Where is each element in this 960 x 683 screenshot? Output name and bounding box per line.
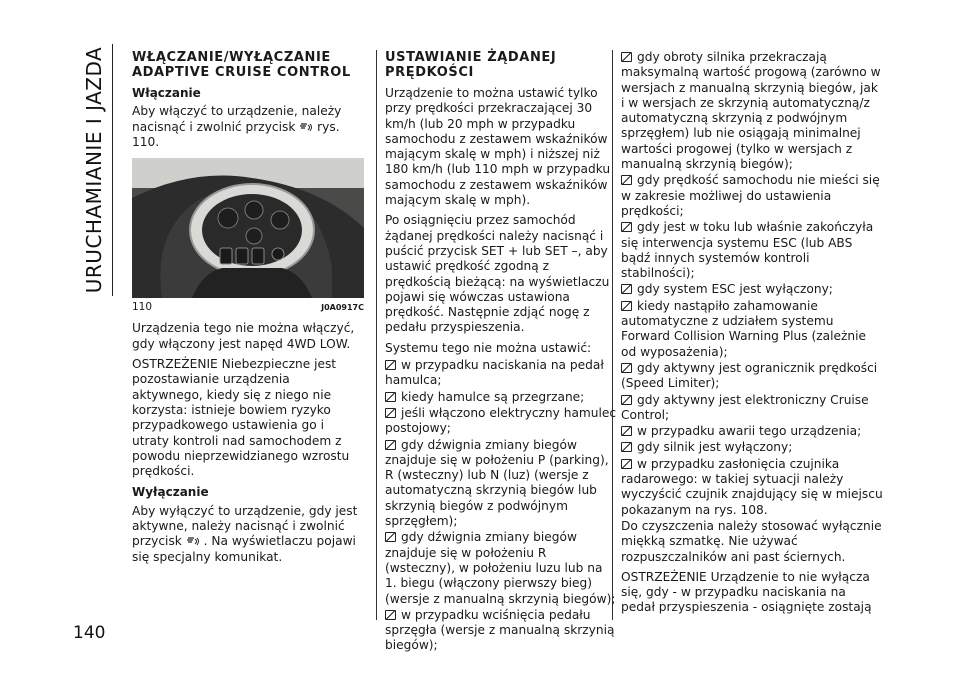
acc-button-icon bbox=[186, 536, 200, 546]
list-item: gdy dźwignia zmiany biegów znajduje się w położeniu P (parking), R (wsteczny) lub N (luz) (wersje z automatyczną skrzynią biegów lub skrzynią biegów z podwójnym sprzęgłem); bbox=[385, 438, 617, 530]
figure-code: J0A0917C bbox=[321, 303, 364, 313]
page-number: 140 bbox=[73, 623, 106, 643]
chapter-rule bbox=[112, 44, 113, 296]
list-item: gdy jest w toku lub właśnie zakończyła się interwencja systemu ESC (lub ABS bądź innych systemów kontroli stabilności); bbox=[621, 220, 883, 281]
column-1 bbox=[132, 50, 364, 570]
paragraph-cannot-set: Systemu tego nie można ustawić: bbox=[385, 340, 592, 355]
paragraph-set: Po osiągnięciu przez samochód żądanej prędkości należy nacisnąć i puścić przycisk SET + lub SET –, aby ustawić prędkość zgodną z prędkością bieżącą: na wyświetlaczu pojawi się wówczas ustawiona prędkość. Następnie zdjąć nogę z pedału przyspieszenia. bbox=[385, 213, 610, 335]
paragraph-enable: Aby włączyć to urządzenie, należy nacisnąć i zwolnić przycisk rys. 110. bbox=[132, 104, 342, 149]
list-item: kiedy nastąpiło zahamowanie automatyczne z udziałem systemu Forward Collision Warning Plus (zależnie od wyposażenia); bbox=[621, 299, 883, 360]
list-item: kiedy hamulce są przegrzane; bbox=[385, 390, 617, 405]
chapter-title: URUCHAMIANIE I JAZDA bbox=[82, 46, 106, 294]
section-heading-enable: WŁĄCZANIE/WYŁĄCZANIE ADAPTIVE CRUISE CONTROL bbox=[132, 50, 351, 80]
figure-caption bbox=[132, 300, 364, 315]
chapter-tab bbox=[76, 40, 112, 300]
paragraph-cleaning: Do czyszczenia należy stosować wyłącznie miękką szmatkę. Nie używać rozpuszczalników ani past ściernych. bbox=[621, 518, 882, 564]
list-item: gdy prędkość samochodu nie mieści się w zakresie możliwej do ustawienia prędkości; bbox=[621, 173, 883, 219]
list-item: w przypadku naciskania na pedał hamulca; bbox=[385, 358, 617, 389]
list-item: gdy system ESC jest wyłączony; bbox=[621, 282, 883, 297]
figure-steering-wheel bbox=[132, 158, 364, 298]
steering-wheel-image bbox=[132, 158, 364, 298]
list-item: jeśli włączono elektryczny hamulec postojowy; bbox=[385, 405, 617, 436]
column-2 bbox=[385, 50, 617, 655]
list-item: w przypadku wciśnięcia pedału sprzęgła (wersje z manualną skrzynią biegów); bbox=[385, 608, 617, 654]
list-item: gdy dźwignia zmiany biegów znajduje się w położeniu R (wsteczny), w położeniu luzu lub na 1. biegu (włączony pierwszy bieg) (wersje z manualną skrzynią biegów); bbox=[385, 530, 616, 606]
subheading-on: Włączanie bbox=[132, 86, 201, 100]
paragraph-disable: Aby wyłączyć to urządzenie, gdy jest aktywne, należy nacisnąć i zwolnić przycisk . Na wyświetlaczu pojawi się specjalny komunikat. bbox=[132, 503, 358, 564]
subheading-off: Wyłączanie bbox=[132, 485, 209, 500]
list-item: gdy obroty silnika przekraczają maksymalną wartość progową (zarówno w wersjach z manualną skrzynią biegów, jak i w wersjach ze skrzynią automatyczną/z automatyczną skrzynią z podwójnym sprzęgłem) lub nie osiągają minimalnej wartości progowej (tylko w wersjach z manualną skrzynią biegów); bbox=[621, 50, 883, 172]
list-item: gdy aktywny jest ogranicznik prędkości (Speed Limiter); bbox=[621, 361, 883, 392]
column-3 bbox=[621, 50, 883, 621]
figure-number: 110 bbox=[132, 301, 153, 314]
list-item: w przypadku awarii tego urządzenia; bbox=[621, 424, 883, 439]
acc-button-icon bbox=[299, 122, 313, 132]
paragraph-warning-1: OSTRZEŻENIE Niebezpieczne jest pozostawianie urządzenia aktywnego, kiedy się z niego nie korzysta: istnieje bowiem ryzyko przypadkowego ustawienia go i utraty kontroli nad samochodem z powodu nieprzewidzianego wzrostu prędkości. bbox=[132, 357, 350, 479]
list-item: gdy silnik jest wyłączony; bbox=[621, 440, 883, 455]
section-heading-speed: USTAWIANIE ŻĄDANEJ PRĘDKOŚCI bbox=[385, 50, 557, 80]
paragraph-speed-range: Urządzenie to można ustawić tylko przy prędkości przekraczającej 30 km/h (lub 20 mph w przypadku samochodu z zestawem wskaźników mającym skalę w mph) i niższej niż 180 km/h (lub 110 mph w przypadku samochodu z zestawem wskaźników mającym skalę w mph). bbox=[385, 86, 611, 208]
column-divider-1 bbox=[376, 50, 377, 620]
list-item: gdy aktywny jest elektroniczny Cruise Control; bbox=[621, 393, 883, 424]
paragraph-warning-2: OSTRZEŻENIE Urządzenie to nie wyłącza się, gdy - w przypadku naciskania na pedał przyspieszenia - osiągnięte zostają bbox=[621, 569, 872, 615]
paragraph-4wd: Urządzenia tego nie można włączyć, gdy włączony jest napęd 4WD LOW. bbox=[132, 321, 355, 351]
list-item: w przypadku zasłonięcia czujnika radarowego: w takiej sytuacji należy wyczyścić czujnik znajdujący się w miejscu pokazanym na rys. 108. bbox=[621, 456, 883, 517]
